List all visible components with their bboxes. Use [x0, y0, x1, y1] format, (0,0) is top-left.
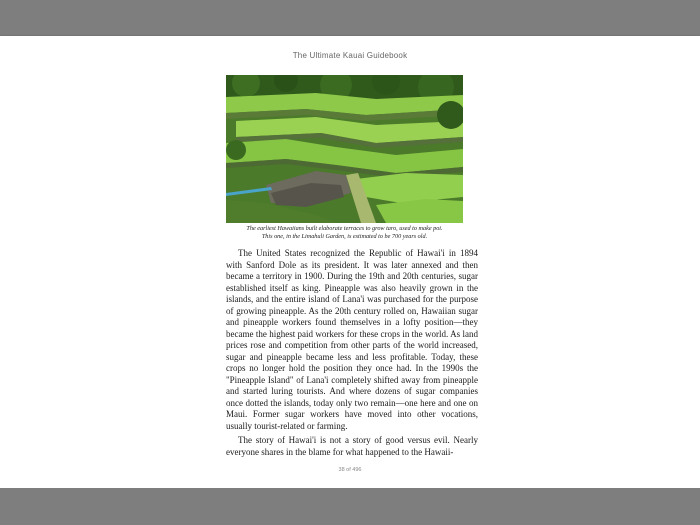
paragraph-1: The United States recognized the Republic of Hawai'i in 1894 with Sanford Dole as its president. It was later annexed and then became a territory in 1900. During the 19th and 20th centuries, sugar established itself as king. Pineapple was also heavily grown in the islands, and the entire island of Lana'i was purchased for the purpose of growing pineapple. As the 20th century rolled on, Hawaiian sugar and pineapple workers found themselves in a lofty position—they became the highest paid workers for these crops in the world. As land prices rose and competition from other parts of the world increased, sugar and pineapple became less and less profitable. Today, these crops no longer hold the position they once had. In the 1990s the "Pineapple Island" of Lana'i completely shifted away from pineapple and started luring tourists. And where dozens of sugar companies once dotted the islands, today only two remain—one here and one on Maui. Former sugar workers have moved into other vocations, usually tourist-related or farming. [226, 248, 478, 431]
book-page[interactable] [0, 36, 700, 488]
taro-terrace-photo [226, 75, 463, 223]
page-indicator: 38 of 496 [338, 467, 362, 473]
caption-line-1: The earliest Hawaiians built elaborate terraces to grow taro, used to make poi. [246, 225, 443, 232]
caption-line-2: This one, in the Limahuli Garden, is estimated to be 700 years old. [261, 233, 428, 240]
top-toolbar-area[interactable] [0, 0, 700, 36]
body-text [226, 248, 478, 461]
figure-caption [226, 225, 463, 241]
running-head: The Ultimate Kauai Guidebook [292, 51, 408, 60]
paragraph-2: The story of Hawai'i is not a story of good versus evil. Nearly everyone shares in the blame for what happened to the Hawaii- [226, 435, 478, 457]
bottom-toolbar-area[interactable] [0, 488, 700, 525]
